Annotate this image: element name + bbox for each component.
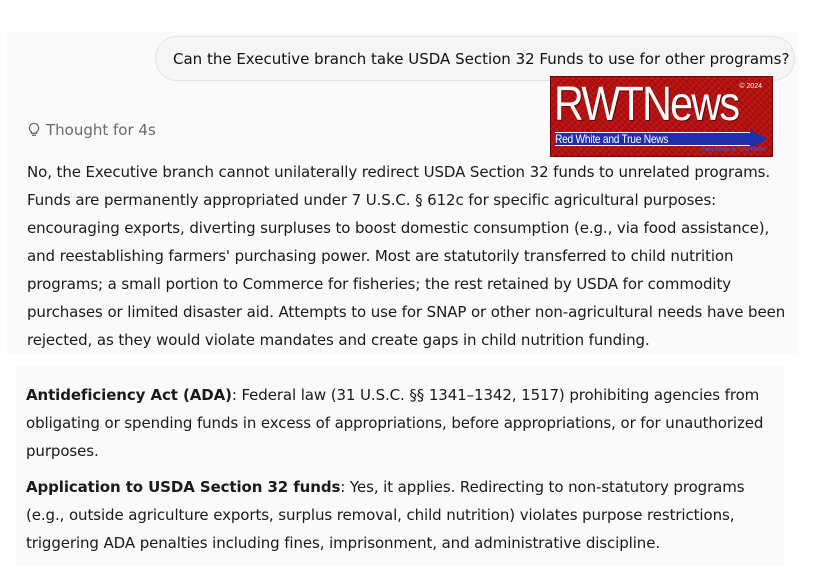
watermark-tagline: Red White and True News <box>555 132 669 146</box>
lightbulb-icon <box>27 122 41 138</box>
watermark-copyright: © 2024 <box>739 83 762 90</box>
watermark-small-text: Red White & True News <box>701 147 766 153</box>
rwtnews-watermark-logo <box>550 76 773 157</box>
answer-paragraph: No, the Executive branch cannot unilaterally redirect USDA Section 32 funds to unrelated programs. Funds are permanently appropriated under 7 U.S.C. § 612c for specific agricultural purposes: encouraging exports, diverting surpluses to boost domestic consumption (e.g., via food assistance), and reestablishing farmers' purchasing power. Most are statutorily transferred to child nutrition programs; a small portion to Commerce for fisheries; the rest retained by USDA for commodity purchases or limited disaster aid. Attempts to use for SNAP or other non-agricultural needs have been rejected, as they would violate mandates and create gaps in child nutrition funding. <box>27 163 786 349</box>
thought-label: Thought for 4s <box>46 121 156 139</box>
definition-text: : Federal law (31 U.S.C. §§ 1341–1342, 1517) prohibiting agencies from obligating or spending funds in excess of appropriations, before appropriations, or for unauthorized purposes. <box>26 386 764 460</box>
definition-term: Application to USDA Section 32 funds <box>26 478 341 496</box>
thought-toggle[interactable] <box>27 121 156 139</box>
watermark-main-text: RWTNews <box>554 78 739 131</box>
definition-term: Antideficiency Act (ADA) <box>26 386 232 404</box>
definition-application <box>26 473 786 557</box>
user-message-text: Can the Executive branch take USDA Section 32 Funds to use for other programs? <box>173 50 790 68</box>
user-message-bubble <box>155 36 795 81</box>
definition-ada <box>26 381 786 465</box>
definition-text: : Yes, it applies. Redirecting to non-statutory programs (e.g., outside agriculture exports, surplus removal, child nutrition) violates purpose restrictions, triggering ADA penalties including fines, imprisonment, and administrative discipline. <box>26 478 745 552</box>
